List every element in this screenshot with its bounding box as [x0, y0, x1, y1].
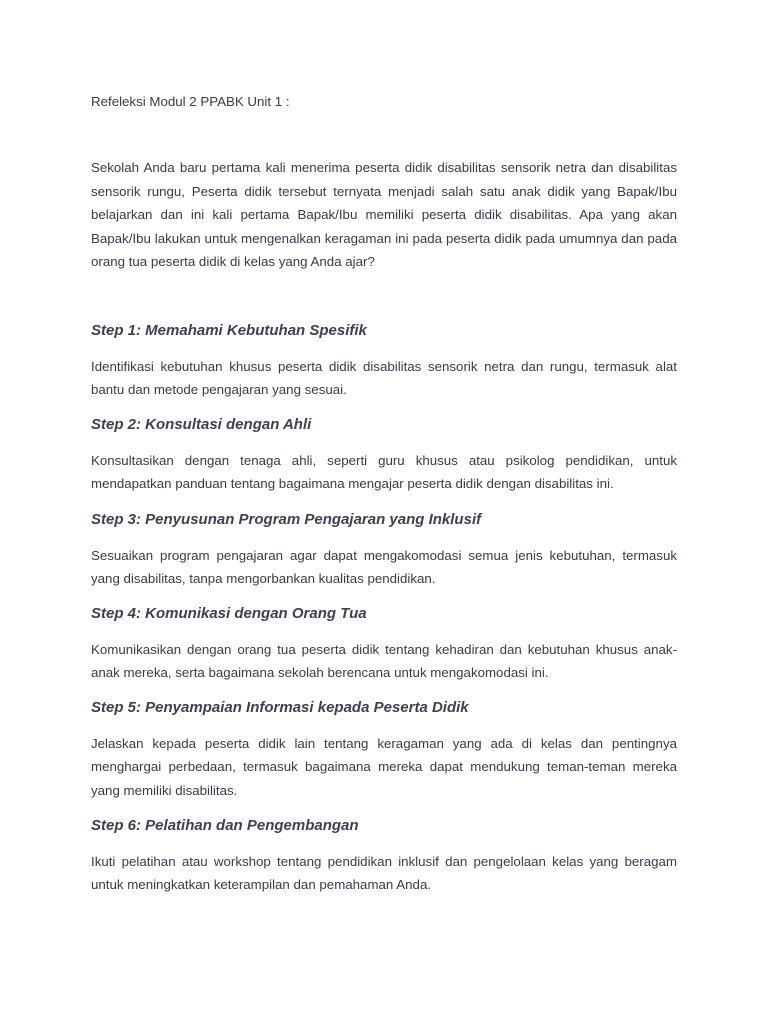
step-6-body: Ikuti pelatihan atau workshop tentang pendidikan inklusif dan pengelolaan kelas yang beragam untuk meningkatkan keterampilan dan pemahaman Anda. [91, 854, 677, 893]
step-4-heading: Step 4: Komunikasi dengan Orang Tua [91, 605, 367, 622]
step-2-section [91, 414, 677, 492]
intro-paragraph: Sekolah Anda baru pertama kali menerima peserta didik disabilitas sensorik netra dan disabilitas sensorik rungu, Peserta didik tersebut ternyata menjadi salah satu anak didik yang Bapak/Ibu belajarkan dan ini kali pertama Bapak/Ibu memiliki peserta didik disabilitas. Apa yang akan Bapak/Ibu lakukan untuk mengenalkan keragaman ini pada peserta didik pada umumnya dan pada orang tua peserta didik di kelas yang Anda ajar? [91, 160, 677, 270]
step-5-heading: Step 5: Penyampaian Informasi kepada Peserta Didik [91, 699, 469, 716]
step-2-body: Konsultasikan dengan tenaga ahli, seperti guru khusus atau psikolog pendidikan, untuk mendapatkan panduan tentang bagaimana mengajar peserta didik dengan disabilitas ini. [91, 453, 677, 492]
step-3-section [91, 509, 677, 587]
step-4-section [91, 603, 677, 681]
step-1-section [91, 320, 677, 398]
step-6-heading: Step 6: Pelatihan dan Pengembangan [91, 817, 359, 834]
step-5-body: Jelaskan kepada peserta didik lain tentang keragaman yang ada di kelas dan pentingnya menghargai perbedaan, termasuk bagaimana mereka dapat mendukung teman-teman mereka yang memiliki disabilitas. [91, 736, 677, 798]
step-5-section [91, 697, 677, 798]
step-1-heading: Step 1: Memahami Kebutuhan Spesifik [91, 322, 367, 339]
step-6-section [91, 815, 677, 893]
step-2-heading: Step 2: Konsultasi dengan Ahli [91, 416, 312, 433]
document-title: Refeleksi Modul 2 PPABK Unit 1 : [91, 94, 290, 109]
step-1-body: Identifikasi kebutuhan khusus peserta didik disabilitas sensorik netra dan rungu, termasuk alat bantu dan metode pengajaran yang sesuai. [91, 359, 677, 398]
step-3-body: Sesuaikan program pengajaran agar dapat mengakomodasi semua jenis kebutuhan, termasuk yang disabilitas, tanpa mengorbankan kualitas pendidikan. [91, 548, 677, 587]
step-4-body: Komunikasikan dengan orang tua peserta didik tentang kehadiran dan kebutuhan khusus anak-anak mereka, serta bagaimana sekolah berencana untuk mengakomodasi ini. [91, 642, 677, 681]
step-3-heading: Step 3: Penyusunan Program Pengajaran yang Inklusif [91, 511, 482, 528]
